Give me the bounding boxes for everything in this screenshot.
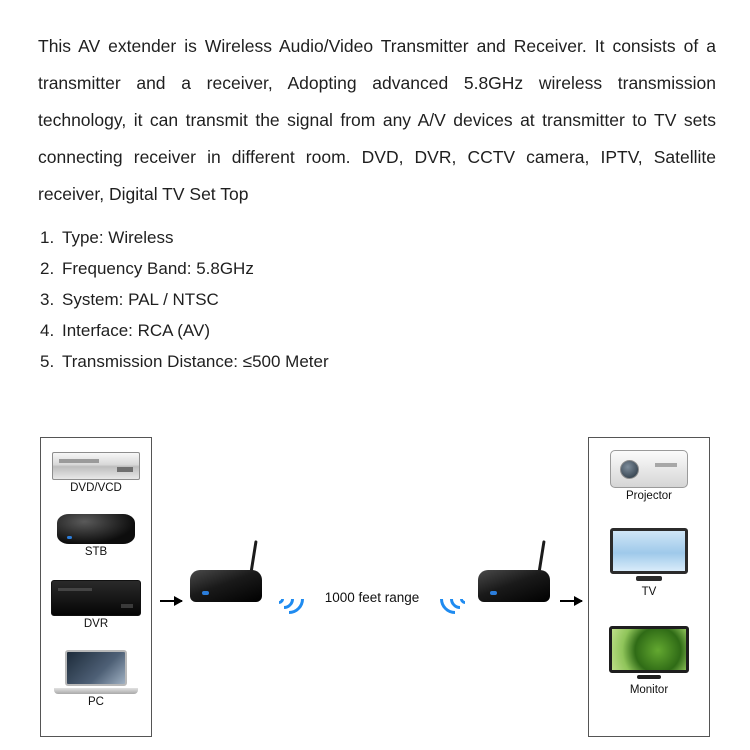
device-stb: [41, 514, 151, 559]
device-label: DVR: [83, 618, 109, 630]
laptop-screen: [65, 650, 127, 686]
spec-number: 5.: [40, 352, 55, 371]
specification-list: [40, 222, 640, 377]
tv-icon: [610, 528, 688, 584]
spec-text: Type: Wireless: [62, 228, 174, 247]
spec-item: [40, 284, 640, 315]
source-devices-panel: [40, 437, 152, 737]
spec-item: [40, 346, 640, 377]
dvd-player-icon: [52, 452, 140, 480]
spec-number: 4.: [40, 321, 55, 340]
arrow-to-displays-icon: [560, 600, 582, 602]
spec-number: 2.: [40, 259, 55, 278]
connection-diagram: [0, 432, 750, 742]
device-label: Monitor: [629, 684, 669, 696]
tv-panel: [610, 528, 688, 574]
device-label: PC: [88, 696, 104, 708]
spec-number: 1.: [40, 228, 55, 247]
spec-text: Transmission Distance: ≤500 Meter: [62, 352, 329, 371]
transmitter-unit: [190, 560, 262, 602]
device-dvr: [41, 580, 151, 631]
dvr-icon: [51, 580, 141, 616]
monitor-icon: [609, 626, 689, 682]
device-tv: [589, 528, 709, 599]
device-projector: [589, 450, 709, 503]
receiver-body: [478, 570, 550, 602]
tv-stand: [636, 576, 662, 581]
projector-icon: [610, 450, 688, 488]
set-top-box-icon: [57, 514, 135, 544]
monitor-panel: [609, 626, 689, 673]
wifi-signal-out-icon: [272, 582, 306, 616]
device-dvd-vcd: [41, 452, 151, 495]
intro-paragraph: This AV extender is Wireless Audio/Video Transmitter and Receiver. It consists of a transmitter and a receiver, Adopting advanced 5.8GHz wireless transmission technology, it can transmit the signal from any A/V devices at transmitter to TV sets connecting receiver in different room. DVD, DVR, CCTV camera, IPTV, Satellite receiver, Digital TV Set Top: [38, 35, 716, 204]
device-label: TV: [641, 586, 657, 598]
spec-number: 3.: [40, 290, 55, 309]
receiver-unit: [478, 560, 550, 602]
monitor-stand: [637, 675, 661, 679]
device-label: STB: [84, 546, 108, 558]
laptop-base: [54, 688, 138, 694]
spec-text: Frequency Band: 5.8GHz: [62, 259, 254, 278]
transmitter-body: [190, 570, 262, 602]
device-monitor: [589, 626, 709, 697]
arrow-to-transmitter-icon: [160, 600, 182, 602]
device-label: Projector: [625, 490, 673, 502]
device-pc: [41, 650, 151, 709]
range-label: 1000 feet range: [324, 590, 420, 605]
spec-text: System: PAL / NTSC: [62, 290, 219, 309]
laptop-icon: [54, 650, 138, 694]
spec-item: [40, 253, 640, 284]
spec-item: [40, 222, 640, 253]
spec-item: [40, 315, 640, 346]
device-label: DVD/VCD: [70, 482, 122, 494]
wifi-signal-in-icon: [440, 582, 474, 616]
spec-text: Interface: RCA (AV): [62, 321, 211, 340]
display-devices-panel: [588, 437, 710, 737]
